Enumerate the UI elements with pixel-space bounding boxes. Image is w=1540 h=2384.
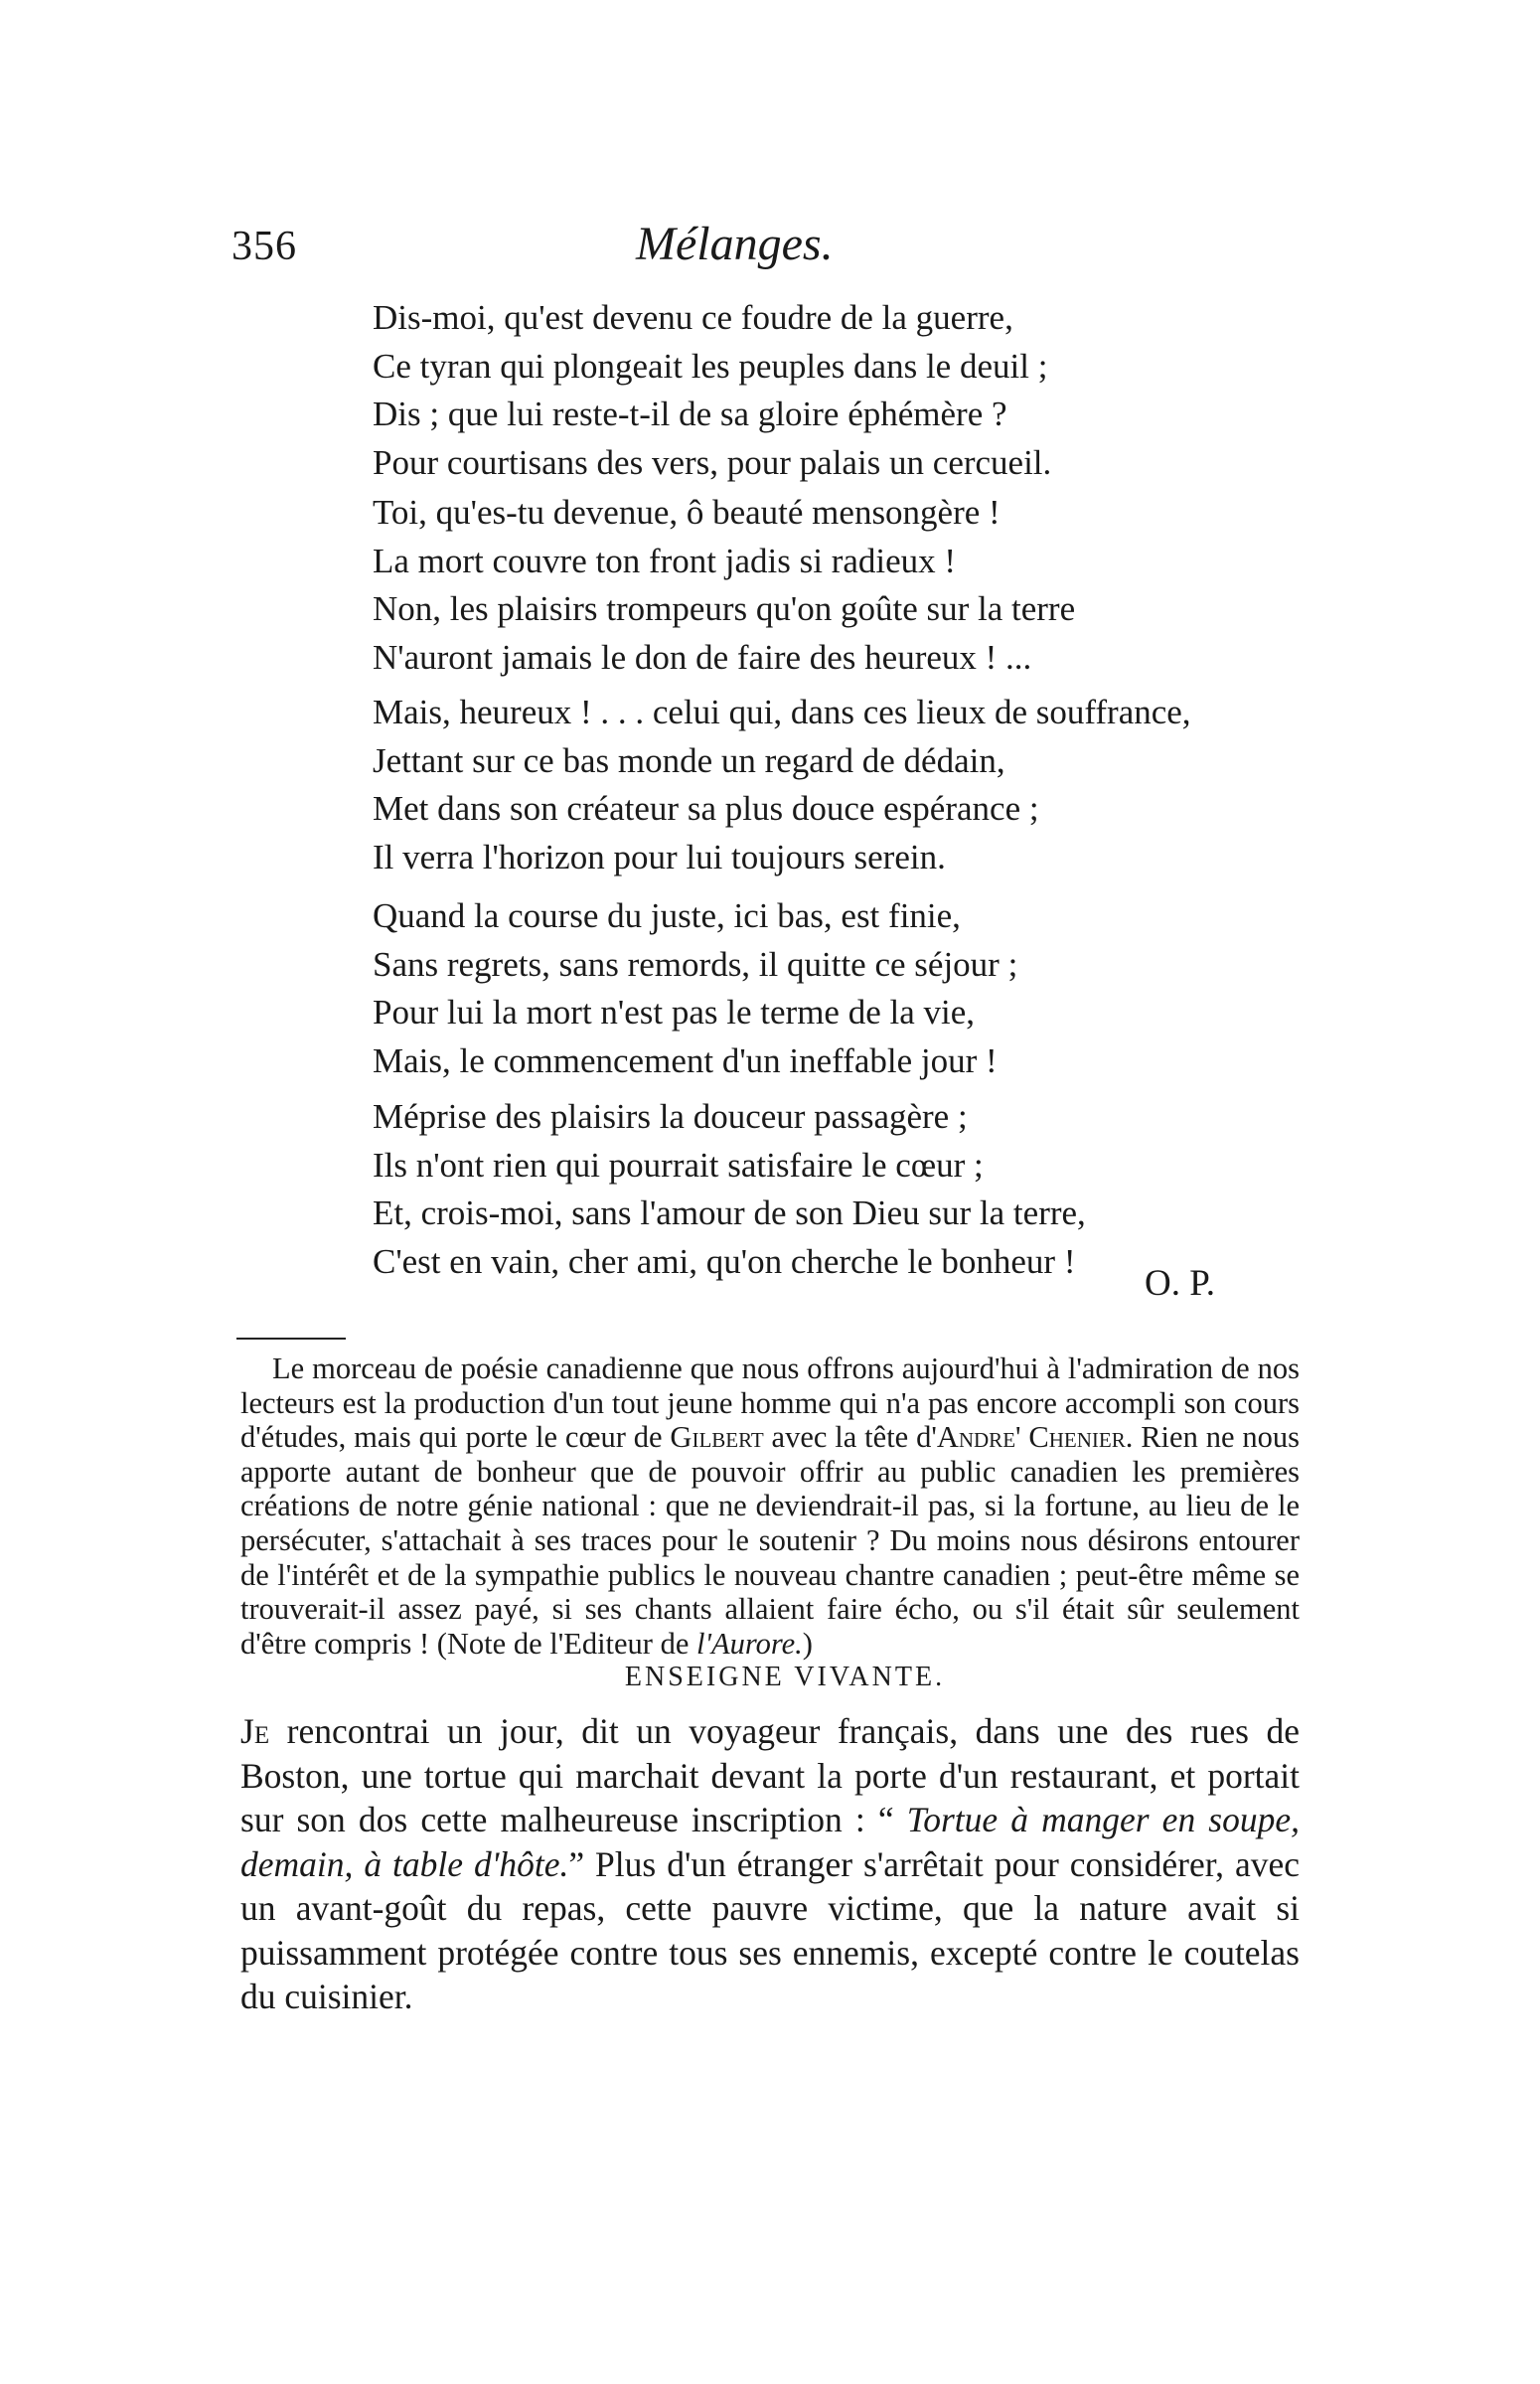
poem-line: Met dans son créateur sa plus douce espérance ; bbox=[373, 789, 1039, 828]
poem-line: Jettant sur ce bas monde un regard de dédain, bbox=[373, 740, 1005, 780]
note-name-chenier: Andre' Chenier bbox=[936, 1420, 1126, 1455]
poem-line: Méprise des plaisirs la douceur passagère ; bbox=[373, 1097, 968, 1136]
poem-line: Non, les plaisirs trompeurs qu'on goûte sur la terre bbox=[373, 589, 1076, 628]
note-name-gilbert: Gilbert bbox=[670, 1420, 764, 1455]
note-text: Le morceau de poésie canadienne que nous offrons aujourd'hui à l'admiration de nos lecteurs est la production d'un tout jeune homme qui n'a pas encore accompli son cours d'études, mais qui porte le cœur de bbox=[240, 1351, 1300, 1455]
poem-signature: O. P. bbox=[1145, 1263, 1215, 1304]
poem-line: Pour lui la mort n'est pas le terme de la vie, bbox=[373, 993, 976, 1032]
prose-text: rencontrai un jour, dit un voyageur français, dans une des rues de Boston, une tortue qui marchait devant la porte d'un restaurant, et portait sur son dos cette malheureuse inscription : “ bbox=[240, 1711, 1300, 1839]
note-text: . Rien ne nous apporte autant de bonheur que de pouvoir offrir au public canadien les premières créations de notre génie national : que ne deviendrait-il pas, si la fortune, au lieu de le persécuter, s'attachait à ses traces pour le soutenir ? Du moins nous désirons entourer de l'intérêt et de la sympathie publics le nouveau chantre canadien ; peut-être même se trouverait-il assez payé, si ses chants allaient faire écho, ou s'il était sûr seulement d'être compris ! (Note de l'Editeur de bbox=[240, 1420, 1300, 1661]
poem-stanza-3 bbox=[373, 689, 1191, 881]
note-journal-title: l'Aurore. bbox=[696, 1626, 803, 1661]
poem-line: C'est en vain, cher ami, qu'on cherche le bonheur ! bbox=[373, 1241, 1076, 1281]
poem-line: Dis ; que lui reste-t-il de sa gloire éphémère ? bbox=[373, 395, 1007, 433]
poem-line: Pour courtisans des vers, pour palais un cercueil. bbox=[373, 442, 1052, 482]
poem-stanza-5 bbox=[373, 1093, 1086, 1286]
poem-line: Quand la course du juste, ici bas, est finie, bbox=[373, 896, 961, 935]
running-title: Mélanges. bbox=[636, 218, 834, 270]
poem-line: Dis-moi, qu'est devenu ce foudre de la guerre, bbox=[373, 298, 1013, 337]
editor-note bbox=[240, 1351, 1300, 1661]
section-title: ENSEIGNE VIVANTE. bbox=[624, 1662, 946, 1692]
poem-line: Ils n'ont rien qui pourrait satisfaire le cœur ; bbox=[373, 1145, 984, 1185]
poem-line: Sans regrets, sans remords, il quitte ce séjour ; bbox=[373, 944, 1018, 984]
poem-stanza-2 bbox=[373, 489, 1075, 682]
poem-line: Mais, le commencement d'un ineffable jour ! bbox=[373, 1040, 998, 1080]
poem-line: Ce tyran qui plongeait les peuples dans le deuil ; bbox=[373, 346, 1048, 386]
note-text: avec la tête d' bbox=[763, 1420, 937, 1455]
poem-line: Mais, heureux ! . . . celui qui, dans ces lieux de souffrance, bbox=[373, 693, 1191, 731]
note-text: ) bbox=[802, 1626, 813, 1661]
footnote-rule bbox=[236, 1338, 346, 1340]
page-number: 356 bbox=[231, 224, 297, 269]
poem-line: Toi, qu'es-tu devenue, ô beauté mensongère ! bbox=[373, 493, 1001, 532]
prose-inscription: Tortue à manger en soupe, demain, à table d'hôte. bbox=[240, 1800, 1300, 1884]
poem-line: N'auront jamais le don de faire des heureux ! ... bbox=[373, 637, 1032, 677]
poem-line: Et, crois-moi, sans l'amour de son Dieu sur la terre, bbox=[373, 1193, 1086, 1232]
prose-text: ” Plus d'un étranger s'arrêtait pour considérer, avec un avant-goût du repas, cette pauvre victime, que la nature avait si puissamment protégée contre tous ses ennemis, excepté contre le coutelas du cuisinier. bbox=[240, 1843, 1301, 2016]
poem-stanza-1 bbox=[373, 294, 1051, 487]
poem-line: Il verra l'horizon pour lui toujours serein. bbox=[373, 837, 946, 876]
prose-paragraph bbox=[240, 1709, 1300, 2019]
poem-line: La mort couvre ton front jadis si radieux ! bbox=[373, 541, 957, 580]
prose-dropcap: Je bbox=[240, 1711, 270, 1751]
poem-stanza-4 bbox=[373, 892, 1017, 1085]
